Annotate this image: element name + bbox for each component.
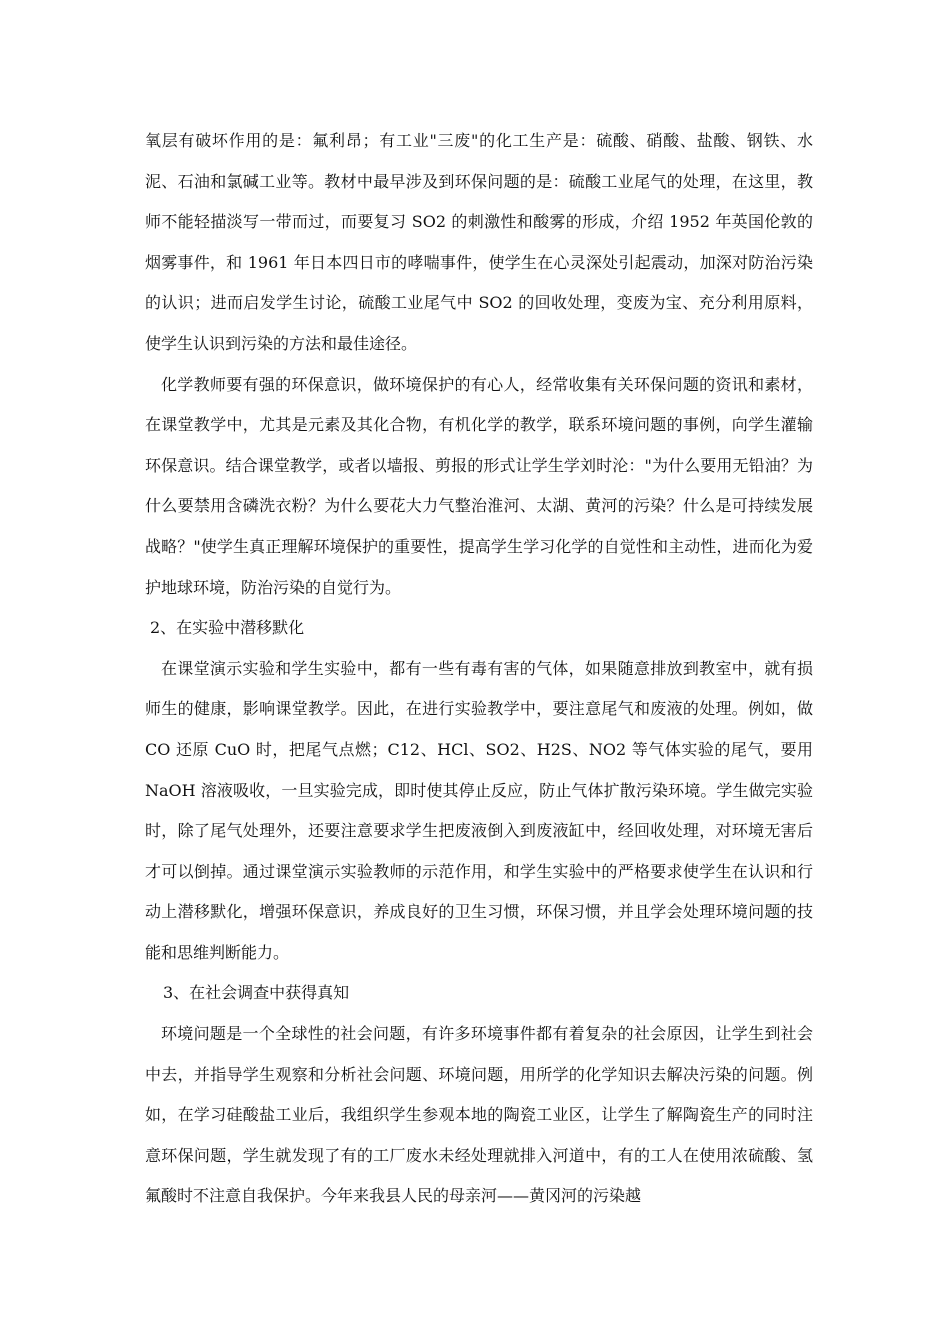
paragraph-teacher-awareness: 化学教师要有强的环保意识，做环境保护的有心人，经常收集有关环保问题的资讯和素材，在课堂教学中，尤其是元素及其化合物，有机化学的教学，联系环境问题的事例，向学生灌输环保意识。结合课堂教学，或者以墙报、剪报的形式让学生学刘时沦："为什么要用无铅油？为什么要禁用含磷洗衣粉？为什么要花大力气整治淮河、太湖、黄河的污染？什么是可持续发展战略？"使学生真正理解环境保护的重要性，提高学生学习化学的自觉性和主动性，进而化为爱护地球环境，防治污染的自觉行为。 — [145, 374, 813, 597]
document-body — [145, 121, 813, 1217]
paragraph-experiment: 在课堂演示实验和学生实验中，都有一些有毒有害的气体，如果随意排放到教室中，就有损师生的健康，影响课堂教学。因此，在进行实验教学中，要注意尾气和废液的处理。例如，做 CO 还原 CuO 时，把尾气点燃；C12、HCl、SO2、H2S、NO2 等气体实验的尾气，要用 NaOH 溶液吸收，一旦实验完成，即时使其停止反应，防止气体扩散污染环境。学生做完实验时，除了尾气处理外，还要注意要求学生把废液倒入到废液缸中，经回收处理，对环境无害后才可以倒掉。通过课堂演示实验教师的示范作用，和学生实验中的严格要求使学生在认识和行动上潜移默化，增强环保意识，养成良好的卫生习惯，环保习惯，并且学会处理环境问题的技能和思维判断能力。 — [145, 658, 813, 962]
section-heading-social-survey: 3、在社会调查中获得真知 — [163, 983, 350, 1003]
paragraph-intro: 氧层有破坏作用的是：氟利昂；有工业"三废"的化工生产是：硫酸、硝酸、盐酸、钢铁、水泥、石油和氯碱工业等。教材中最早涉及到环保问题的是：硫酸工业尾气的处理，在这里，教师不能轻描淡写一带而过，而要复习 SO2 的刺激性和酸雾的形成，介绍 1952 年英国伦敦的烟雾事件，和 1961 年日本四日市的哮喘事件，使学生在心灵深处引起震动，加深对防治污染的认识；进而启发学生讨论，硫酸工业尾气中 SO2 的回收处理，变废为宝、充分利用原料，使学生认识到污染的方法和最佳途径。 — [145, 131, 813, 353]
paragraph-social-survey: 环境问题是一个全球性的社会问题，有许多环境事件都有着复杂的社会原因，让学生到社会中去，并指导学生观察和分析社会问题、环境问题，用所学的化学知识去解决污染的问题。例如，在学习硅酸盐工业后，我组织学生参观本地的陶瓷工业区，让学生了解陶瓷生产的同时注意环保问题，学生就发现了有的工厂废水未经处理就排入河道中，有的工人在使用浓硫酸、氢氟酸时不注意自我保护。今年来我县人民的母亲河——黄冈河的污染越 — [145, 1024, 813, 1206]
section-heading-experiment: 2、在实验中潜移默化 — [150, 618, 305, 638]
